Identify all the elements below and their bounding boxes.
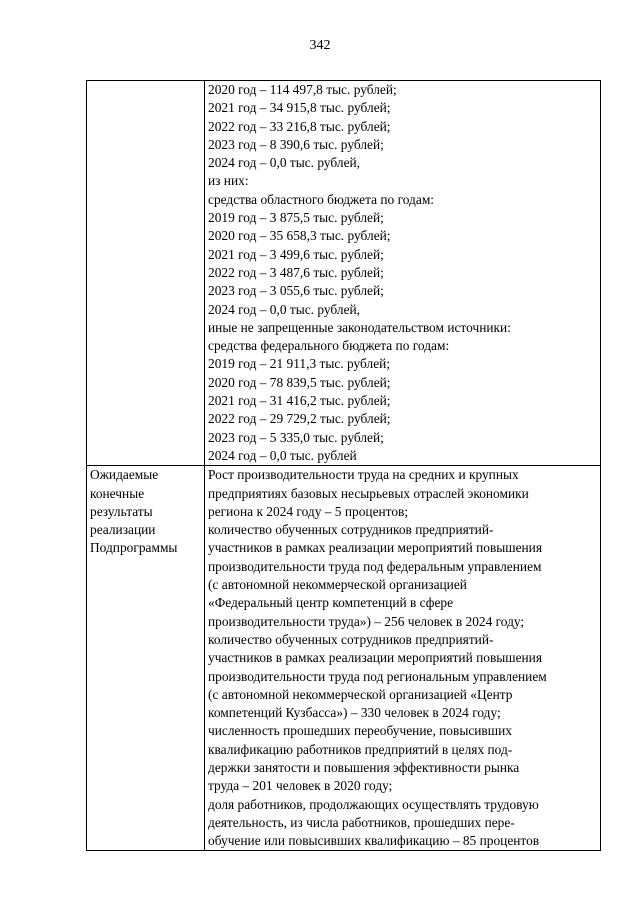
text-line: «Федеральный центр компетенций в сфере: [208, 595, 454, 611]
text-line: квалификацию работников предприятий в целях под-: [208, 741, 513, 757]
text-line: 2021 год – 34 915,8 тыс. рублей;: [208, 100, 391, 116]
row-label-cell: [87, 81, 205, 466]
table-row: [87, 81, 601, 466]
text-line: участников в рамках реализации мероприятий повышения: [208, 540, 543, 556]
text-line: из них:: [208, 173, 249, 189]
text-line: 2020 год – 35 658,3 тыс. рублей;: [208, 228, 391, 244]
text-line: держки занятости и повышения эффективности рынка: [208, 759, 520, 775]
text-line: количество обученных сотрудников предприятий-: [208, 522, 494, 538]
text-line: 2021 год – 31 416,2 тыс. рублей;: [208, 393, 391, 409]
text-line: 2019 год – 21 911,3 тыс. рублей;: [208, 356, 391, 372]
text-line: 2020 год – 78 839,5 тыс. рублей;: [208, 374, 391, 390]
text-line: деятельность, из числа работников, прошедших пере-: [208, 814, 515, 830]
text-line: предприятиях базовых несырьевых отраслей экономики: [208, 485, 529, 501]
text-line: обучение или повысивших квалификацию – 85 процентов: [208, 833, 540, 849]
text-line: средства федерального бюджета по годам:: [208, 338, 450, 354]
text-line: 2023 год – 5 335,0 тыс. рублей;: [208, 429, 384, 445]
text-line: (с автономной некоммерческой организацией: [208, 577, 467, 593]
row-label-cell: [87, 466, 205, 851]
text-line: компетенций Кузбасса») – 330 человек в 2024 году;: [208, 705, 501, 721]
text-line: конечные: [90, 485, 145, 501]
text-line: 2019 год – 3 875,5 тыс. рублей;: [208, 210, 384, 226]
text-line: участников в рамках реализации мероприятий повышения: [208, 650, 543, 666]
text-line: 2023 год – 3 055,6 тыс. рублей;: [208, 283, 384, 299]
text-line: количество обученных сотрудников предприятий-: [208, 631, 494, 647]
text-line: численность прошедших переобучение, повысивших: [208, 723, 512, 739]
text-line: Подпрограммы: [90, 540, 178, 556]
text-line: 2022 год – 29 729,2 тыс. рублей;: [208, 411, 391, 427]
text-line: реализации: [90, 522, 156, 538]
text-line: (с автономной некоммерческой организацией «Центр: [208, 686, 513, 702]
text-line: 2023 год – 8 390,6 тыс. рублей;: [208, 136, 384, 152]
text-line: 2024 год – 0,0 тыс. рублей,: [208, 155, 361, 171]
text-line: региона к 2024 году – 5 процентов;: [208, 503, 409, 519]
text-line: 2024 год – 0,0 тыс. рублей: [208, 447, 357, 463]
text-line: Ожидаемые: [90, 467, 159, 483]
text-line: результаты: [90, 503, 153, 519]
text-line: производительности труда под федеральным управлением: [208, 558, 542, 574]
text-line: Рост производительности труда на средних и крупных: [208, 467, 519, 483]
text-line: доля работников, продолжающих осуществлять трудовую: [208, 796, 539, 812]
text-line: средства областного бюджета по годам:: [208, 191, 435, 207]
page-number: 342: [309, 38, 331, 53]
text-line: иные не запрещенные законодательством источники:: [208, 319, 511, 335]
text-line: 2022 год – 3 487,6 тыс. рублей;: [208, 264, 384, 280]
table-row: [87, 466, 601, 851]
row-content-cell: [205, 466, 601, 851]
text-line: 2020 год – 114 497,8 тыс. рублей;: [208, 82, 397, 97]
text-line: 2021 год – 3 499,6 тыс. рублей;: [208, 246, 384, 262]
text-line: производительности труда под региональным управлением: [208, 668, 547, 684]
program-table: [86, 80, 601, 851]
text-line: производительности труда») – 256 человек в 2024 году;: [208, 613, 525, 629]
text-line: 2024 год – 0,0 тыс. рублей,: [208, 301, 361, 317]
text-line: труда – 201 человек в 2020 году;: [208, 778, 393, 794]
row-content-cell: [205, 81, 601, 466]
text-line: 2022 год – 33 216,8 тыс. рублей;: [208, 118, 391, 134]
